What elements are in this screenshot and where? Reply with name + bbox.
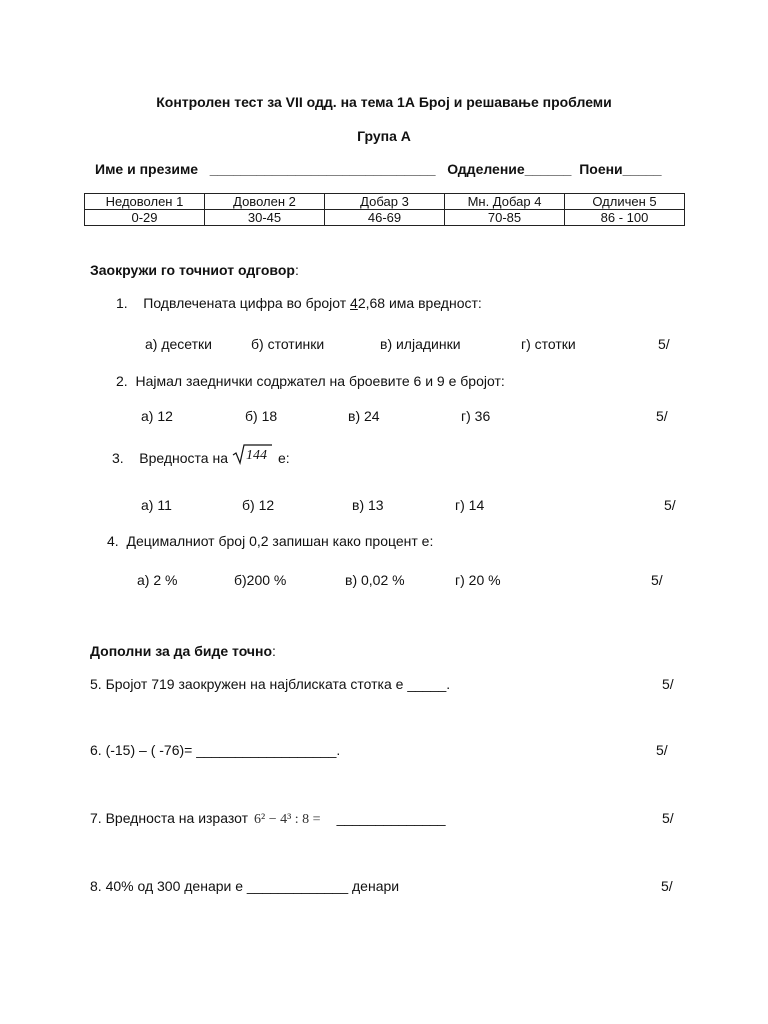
option-b[interactable]: б) 12 <box>242 497 275 513</box>
option-g[interactable]: г) 14 <box>455 497 485 513</box>
option-g[interactable]: г) 20 % <box>455 572 501 588</box>
test-title: Контролен тест за VII одд. на тема 1А Број и решавање проблеми <box>156 94 612 110</box>
grade-range: 0-29 <box>85 210 205 226</box>
section2-heading <box>90 643 276 659</box>
grade-range: 70-85 <box>445 210 565 226</box>
points-mark: 5/ <box>662 810 674 826</box>
fill-item-7-text: 7. Вредноста на изразот <box>90 810 248 826</box>
fill-item-7 <box>90 810 446 828</box>
group-label: Група А <box>357 128 411 144</box>
question-text: Најмал заеднички содржател на броевите 6 и 9 е бројот: <box>135 373 505 389</box>
question-number: 1. <box>116 295 128 311</box>
table-header-row <box>85 194 685 210</box>
math-expression: 6² − 4³ : 8 = <box>254 812 321 827</box>
option-v[interactable]: в) 24 <box>348 408 380 424</box>
question-3 <box>112 443 290 475</box>
square-root <box>232 443 272 475</box>
option-a[interactable]: а) 11 <box>141 497 172 513</box>
table-row <box>85 210 685 226</box>
grade-scale-table <box>84 193 685 226</box>
grade-header: Доволен 2 <box>205 194 325 210</box>
question-text: Децималниот број 0,2 запишан како процент е: <box>126 533 434 549</box>
points-mark: 5/ <box>661 878 673 894</box>
option-v[interactable]: в) илјадинки <box>380 336 461 352</box>
grade-header: Мн. Добар 4 <box>445 194 565 210</box>
option-v[interactable]: в) 0,02 % <box>345 572 405 588</box>
section2-heading-colon: : <box>272 643 276 659</box>
grade-header: Одличен 5 <box>565 194 685 210</box>
points-mark: 5/ <box>662 676 674 692</box>
option-g[interactable]: г) 36 <box>461 408 491 424</box>
question-text-rest: 2,68 има вредност: <box>357 295 482 311</box>
points-mark: 5/ <box>664 497 676 513</box>
grade-header: Добар 3 <box>325 194 445 210</box>
radicand: 144 <box>246 448 267 463</box>
option-a[interactable]: а) 2 % <box>137 572 178 588</box>
section1-heading-text: Заокружи го точниот одговор <box>90 262 295 278</box>
question-1 <box>116 295 482 311</box>
option-b[interactable]: б) стотинки <box>251 336 325 352</box>
name-blank: _____________________________ <box>209 161 436 177</box>
points-mark: 5/ <box>656 742 668 758</box>
option-a[interactable]: а) 12 <box>141 408 173 424</box>
option-b[interactable]: б) 18 <box>245 408 278 424</box>
question-text-rest: е: <box>278 450 290 466</box>
section2-heading-text: Дополни за да биде точно <box>90 643 273 659</box>
fill-item-5: 5. Бројот 719 заокружен на најблиската стотка е _____. <box>90 676 451 692</box>
points-mark: 5/ <box>651 572 663 588</box>
question-text: Вредноста на <box>139 450 228 466</box>
underlined-digit: 4 <box>350 295 358 311</box>
name-label: Име и презиме <box>95 161 199 177</box>
question-2 <box>116 373 505 389</box>
grade-range: 30-45 <box>205 210 325 226</box>
fill-item-6: 6. (-15) – ( -76)= __________________. <box>90 742 341 758</box>
question-number: 3. <box>112 450 124 466</box>
grade-range: 46-69 <box>325 210 445 226</box>
question-number: 4. <box>107 533 119 549</box>
option-v[interactable]: в) 13 <box>352 497 384 513</box>
points-label: Поени_____ <box>579 161 662 177</box>
student-info-row <box>95 161 662 177</box>
option-g[interactable]: г) стотки <box>521 336 576 352</box>
fill-item-8: 8. 40% од 300 денари е _____________ денари <box>90 878 400 894</box>
section1-heading <box>90 262 299 278</box>
class-label: Одделение______ <box>447 161 572 177</box>
question-number: 2. <box>116 373 128 389</box>
points-mark: 5/ <box>656 408 668 424</box>
option-a[interactable]: а) десетки <box>145 336 212 352</box>
question-4 <box>107 533 433 549</box>
option-b[interactable]: б)200 % <box>234 572 287 588</box>
section1-heading-colon: : <box>294 262 299 278</box>
grade-range: 86 - 100 <box>565 210 685 226</box>
radical-sign-icon <box>232 443 272 465</box>
points-mark: 5/ <box>658 336 670 352</box>
answer-blank: ______________ <box>336 810 446 826</box>
grade-header: Недоволен 1 <box>85 194 205 210</box>
question-text: Подвлечената цифра во бројот <box>143 295 351 311</box>
